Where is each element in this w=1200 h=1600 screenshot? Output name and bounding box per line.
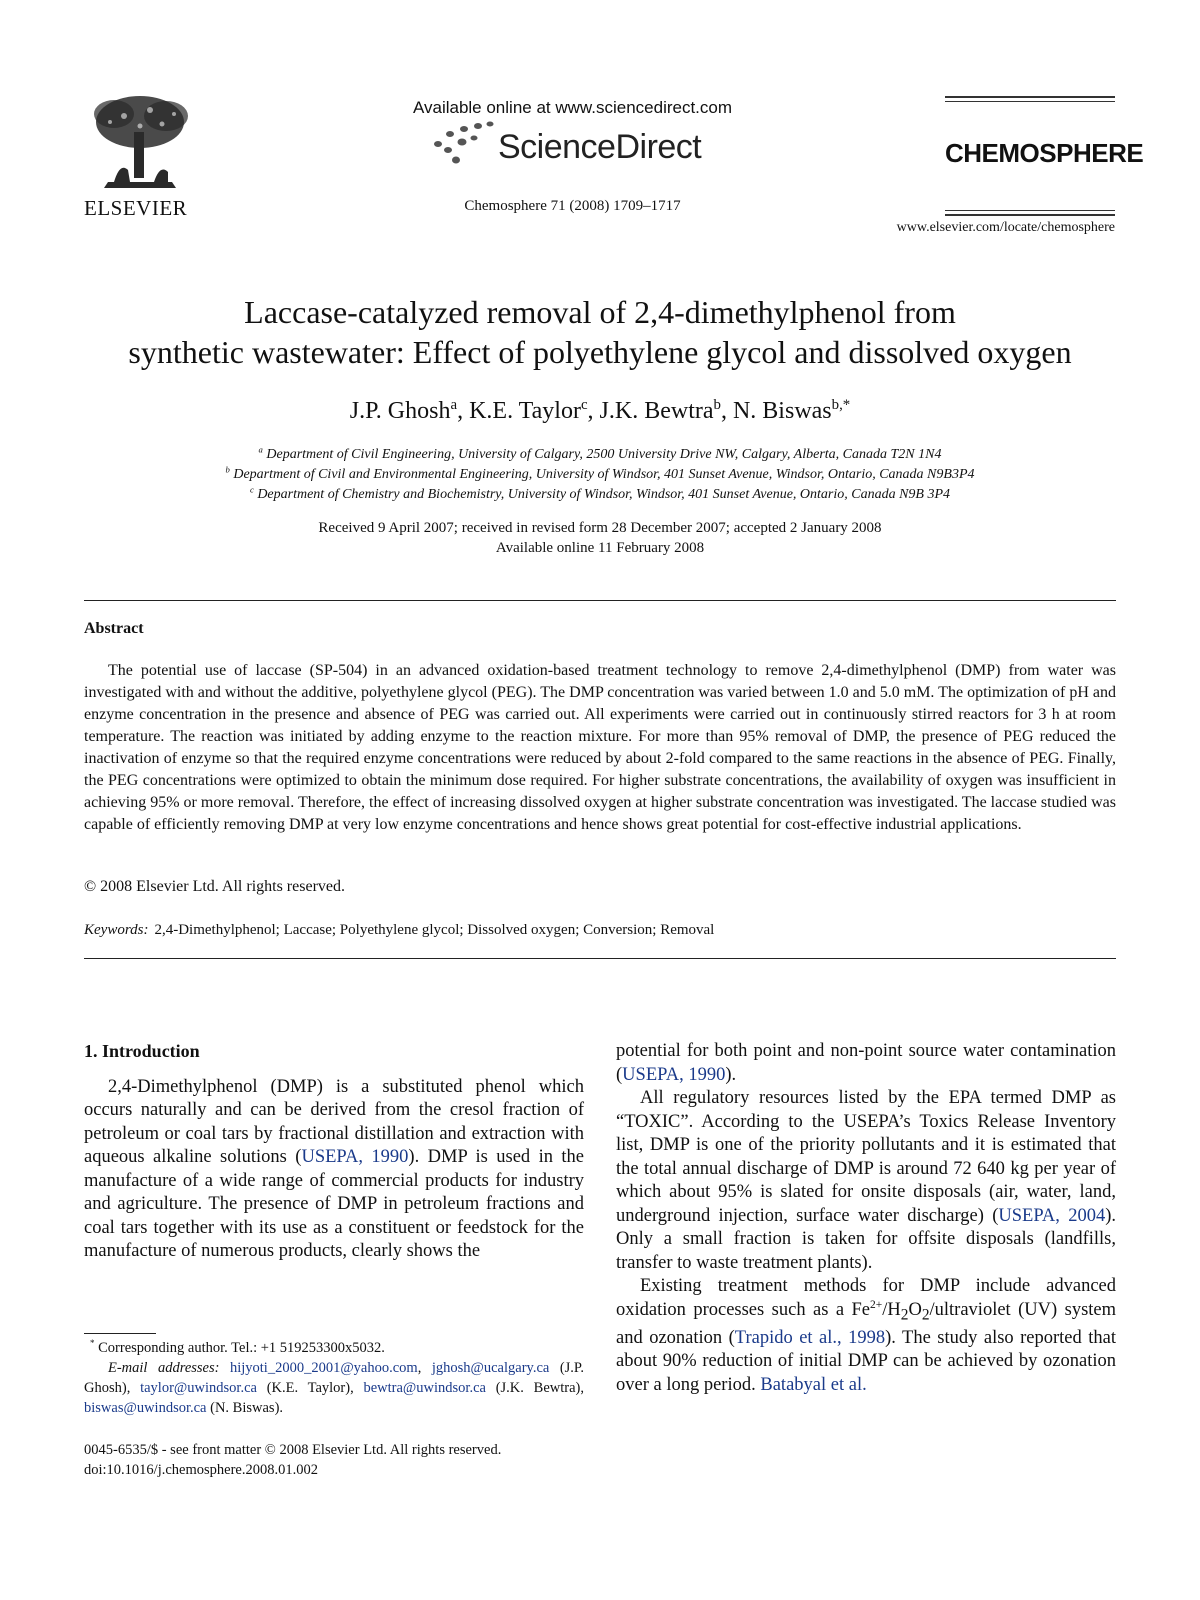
paragraph-text: 2,4-Dimethylphenol (DMP) is a substituted phenol which occurs naturally and can be derived from the cresol fraction of petroleum or coal tars by fractional distillation and extraction with aqueous alkaline solutions ( [84,1076,584,1167]
abstract-copyright: © 2008 Elsevier Ltd. All rights reserved. [84,878,345,895]
front-matter [84,1440,584,1480]
footnote-rule [84,1333,156,1334]
paragraph-text: ). [725,1064,737,1085]
footnote-separator: , [417,1360,432,1376]
author-name[interactable]: J.P. Ghosh [349,398,451,424]
corresponding-author-footnote [84,1338,584,1418]
header-rule [945,214,1115,216]
sciencedirect-wordmark[interactable]: ScienceDirect [498,128,702,166]
paragraph-text: O [908,1299,922,1320]
author-affiliation-mark: c [580,397,588,413]
email-link[interactable]: jghosh@ucalgary.ca [431,1360,550,1376]
email-link[interactable]: taylor@uwindsor.ca [140,1380,257,1396]
keywords-list: 2,4-Dimethylphenol; Laccase; Polyethylene glycol; Dissolved oxygen; Conversion; Removal [154,922,715,938]
paragraph-text: ). The study also reported that about 90% reduction of initial DMP can be achieved by ozonation over a long period. [616,1327,1116,1395]
available-online-text: Available online at www.sciencedirect.com [412,98,733,117]
paragraph-text: ). Only a small fraction is taken for offsite disposals (landfills, transfer to waste treatment plants). [616,1205,1116,1273]
footnote-mark: * [90,1338,95,1349]
citation-link[interactable]: Batabyal et al. [760,1374,867,1395]
author-affiliation-mark: b,* [831,397,851,413]
footnote-text: (J.K. Bewtra), [485,1380,584,1396]
paragraph-text: /H [882,1299,901,1320]
abstract-paragraph: The potential use of laccase (SP-504) in an advanced oxidation-based treatment technology to remove 2,4-dimethylphenol (DMP) from water was investigated with and without the additive, polyethylene glycol (PEG). The DMP concentration was varied between 1.0 and 5.0 mM. The optimization of pH and enzyme concentration in the presence and absence of PEG was carried out. All experiments were carried out in continuously stirred reactors for 3 h at room temperature. The reaction was initiated by adding enzyme to the reaction mixture. For more than 95% removal of DMP, the presence of PEG reduced the inactivation of enzyme so that the required enzyme concentrations were reduced by about 2-fold compared to the same reactions in the absence of PEG. Finally, the PEG concentrations were optimized to obtain the minimum dose required. For higher substrate concentrations, the availability of oxygen was insufficient in achieving 95% or more removal. Therefore, the effect of increasing dissolved oxygen at higher substrate concentration was investigated. The laccase studied was capable of efficiently removing DMP at very low enzyme concentrations and hence shows great potential for cost-effective industrial applications. [84,662,1116,833]
footnote-line [84,1338,584,1358]
header-rule [945,210,1115,211]
available-online-date: Available online 11 February 2008 [495,540,705,556]
article-title [60,292,1140,372]
keywords [84,922,1116,939]
superscript: 2+ [870,1298,883,1311]
subscript: 2 [900,1306,909,1324]
paragraph-text: potential for both point and non-point source water contamination ( [616,1041,1116,1085]
sciencedirect-dots-icon [432,120,502,170]
article-history [60,518,1140,558]
affiliation-text: Department of Civil Engineering, University of Calgary, 2500 University Drive NW, Calgary, Alberta, Canada T2N 1N4 [266,447,942,462]
email-link[interactable]: biswas@uwindsor.ca [84,1400,207,1416]
journal-name: CHEMOSPHERE [945,138,1144,168]
abstract-heading: Abstract [84,620,144,637]
right-column [616,1040,1116,1397]
affiliation-item [60,465,1140,485]
footnote-text: (N. Biswas). [206,1400,284,1416]
affiliation-list [60,445,1140,505]
body-paragraph [616,1275,1116,1397]
body-paragraph [616,1087,1116,1275]
paragraph-text: /ultraviolet (UV) system and ozonation ( [616,1299,1117,1348]
author-separator: , [720,398,733,424]
header-rule [945,101,1115,102]
footnote-text: Corresponding author. Tel.: +1 519253300x5032. [98,1340,385,1356]
keywords-label: Keywords: [84,922,149,938]
citation-link[interactable]: Trapido et al., 1998 [734,1327,886,1348]
received-dates: Received 9 April 2007; received in revised form 28 December 2007; accepted 2 January 2008 [318,520,882,536]
paragraph-text: ). DMP is used in the manufacture of a wide range of commercial products for industry and agriculture. The presence of DMP in petroleum fractions and coal tars together with its use as a constituent or feedstock for the manufacture of numerous products, clearly shows the [84,1147,585,1261]
author-name[interactable]: N. Biswas [732,398,832,424]
doi-line[interactable]: doi:10.1016/j.chemosphere.2008.01.002 [84,1462,318,1478]
footnote-emails [84,1358,584,1418]
author-affiliation-mark: b [713,397,721,413]
citation-link[interactable]: USEPA, 1990 [301,1147,409,1167]
title-line: synthetic wastewater: Effect of polyethylene glycol and dissolved oxygen [128,334,1072,370]
affiliation-mark: b [225,464,230,475]
subscript: 2 [921,1306,930,1324]
author-separator: , [457,398,470,424]
left-column [84,1040,584,1264]
affiliation-item [60,485,1140,505]
author-name[interactable]: K.E. Taylor [469,398,581,424]
paragraph-text: Existing treatment methods for DMP include advanced oxidation processes such as a Fe [616,1276,1116,1320]
header-rule [945,96,1115,98]
body-paragraph [616,1040,1116,1087]
citation-link[interactable]: USEPA, 2004 [998,1205,1106,1226]
citation-link[interactable]: USEPA, 1990 [622,1064,726,1085]
abstract-body [84,660,1116,836]
body-paragraph [84,1076,584,1264]
affiliation-text: Department of Civil and Environmental Engineering, University of Windsor, 401 Sunset Avenue, Windsor, Ontario, Canada N9B3P4 [233,467,975,482]
email-link[interactable]: hijyoti_2000_2001@yahoo.com [229,1360,418,1376]
footnote-text: (K.E. Taylor), [256,1380,364,1396]
affiliation-item [60,445,1140,465]
paragraph-text: All regulatory resources listed by the EPA termed DMP as “TOXIC”. According to the USEPA’s Toxics Release Inventory list, DMP is one of the priority pollutants and it is estimated that the total annual discharge of DMP is around 72 640 kg per year of which about 95% is slated for onsite disposals (air, water, land, underground injection, surface water discharge) ( [616,1088,1116,1226]
affiliation-mark: a [258,444,263,455]
author-affiliation-mark: a [450,397,458,413]
journal-url-link[interactable]: www.elsevier.com/locate/chemosphere [896,220,1115,235]
email-link[interactable]: bewtra@uwindsor.ca [363,1380,486,1396]
section-heading: 1. Introduction [84,1041,200,1061]
journal-citation: Chemosphere 71 (2008) 1709–1717 [464,198,681,214]
author-list [60,398,1140,425]
footnote-text: (J.P. Ghosh), [84,1360,585,1396]
affiliation-text: Department of Chemistry and Biochemistry, University of Windsor, Windsor, 401 Sunset Avenue, Ontario, Canada N9B 3P4 [257,487,951,502]
email-label: E-mail addresses: [108,1360,220,1376]
section-divider [84,600,1116,601]
issn-line: 0045-6535/$ - see front matter © 2008 Elsevier Ltd. All rights reserved. [84,1442,502,1458]
title-line: Laccase-catalyzed removal of 2,4-dimethylphenol from [244,294,956,330]
affiliation-mark: c [249,484,254,495]
section-divider [84,958,1116,959]
author-name[interactable]: J.K. Bewtra [599,398,714,424]
publisher-name: ELSEVIER [84,196,188,220]
author-separator: , [587,398,600,424]
